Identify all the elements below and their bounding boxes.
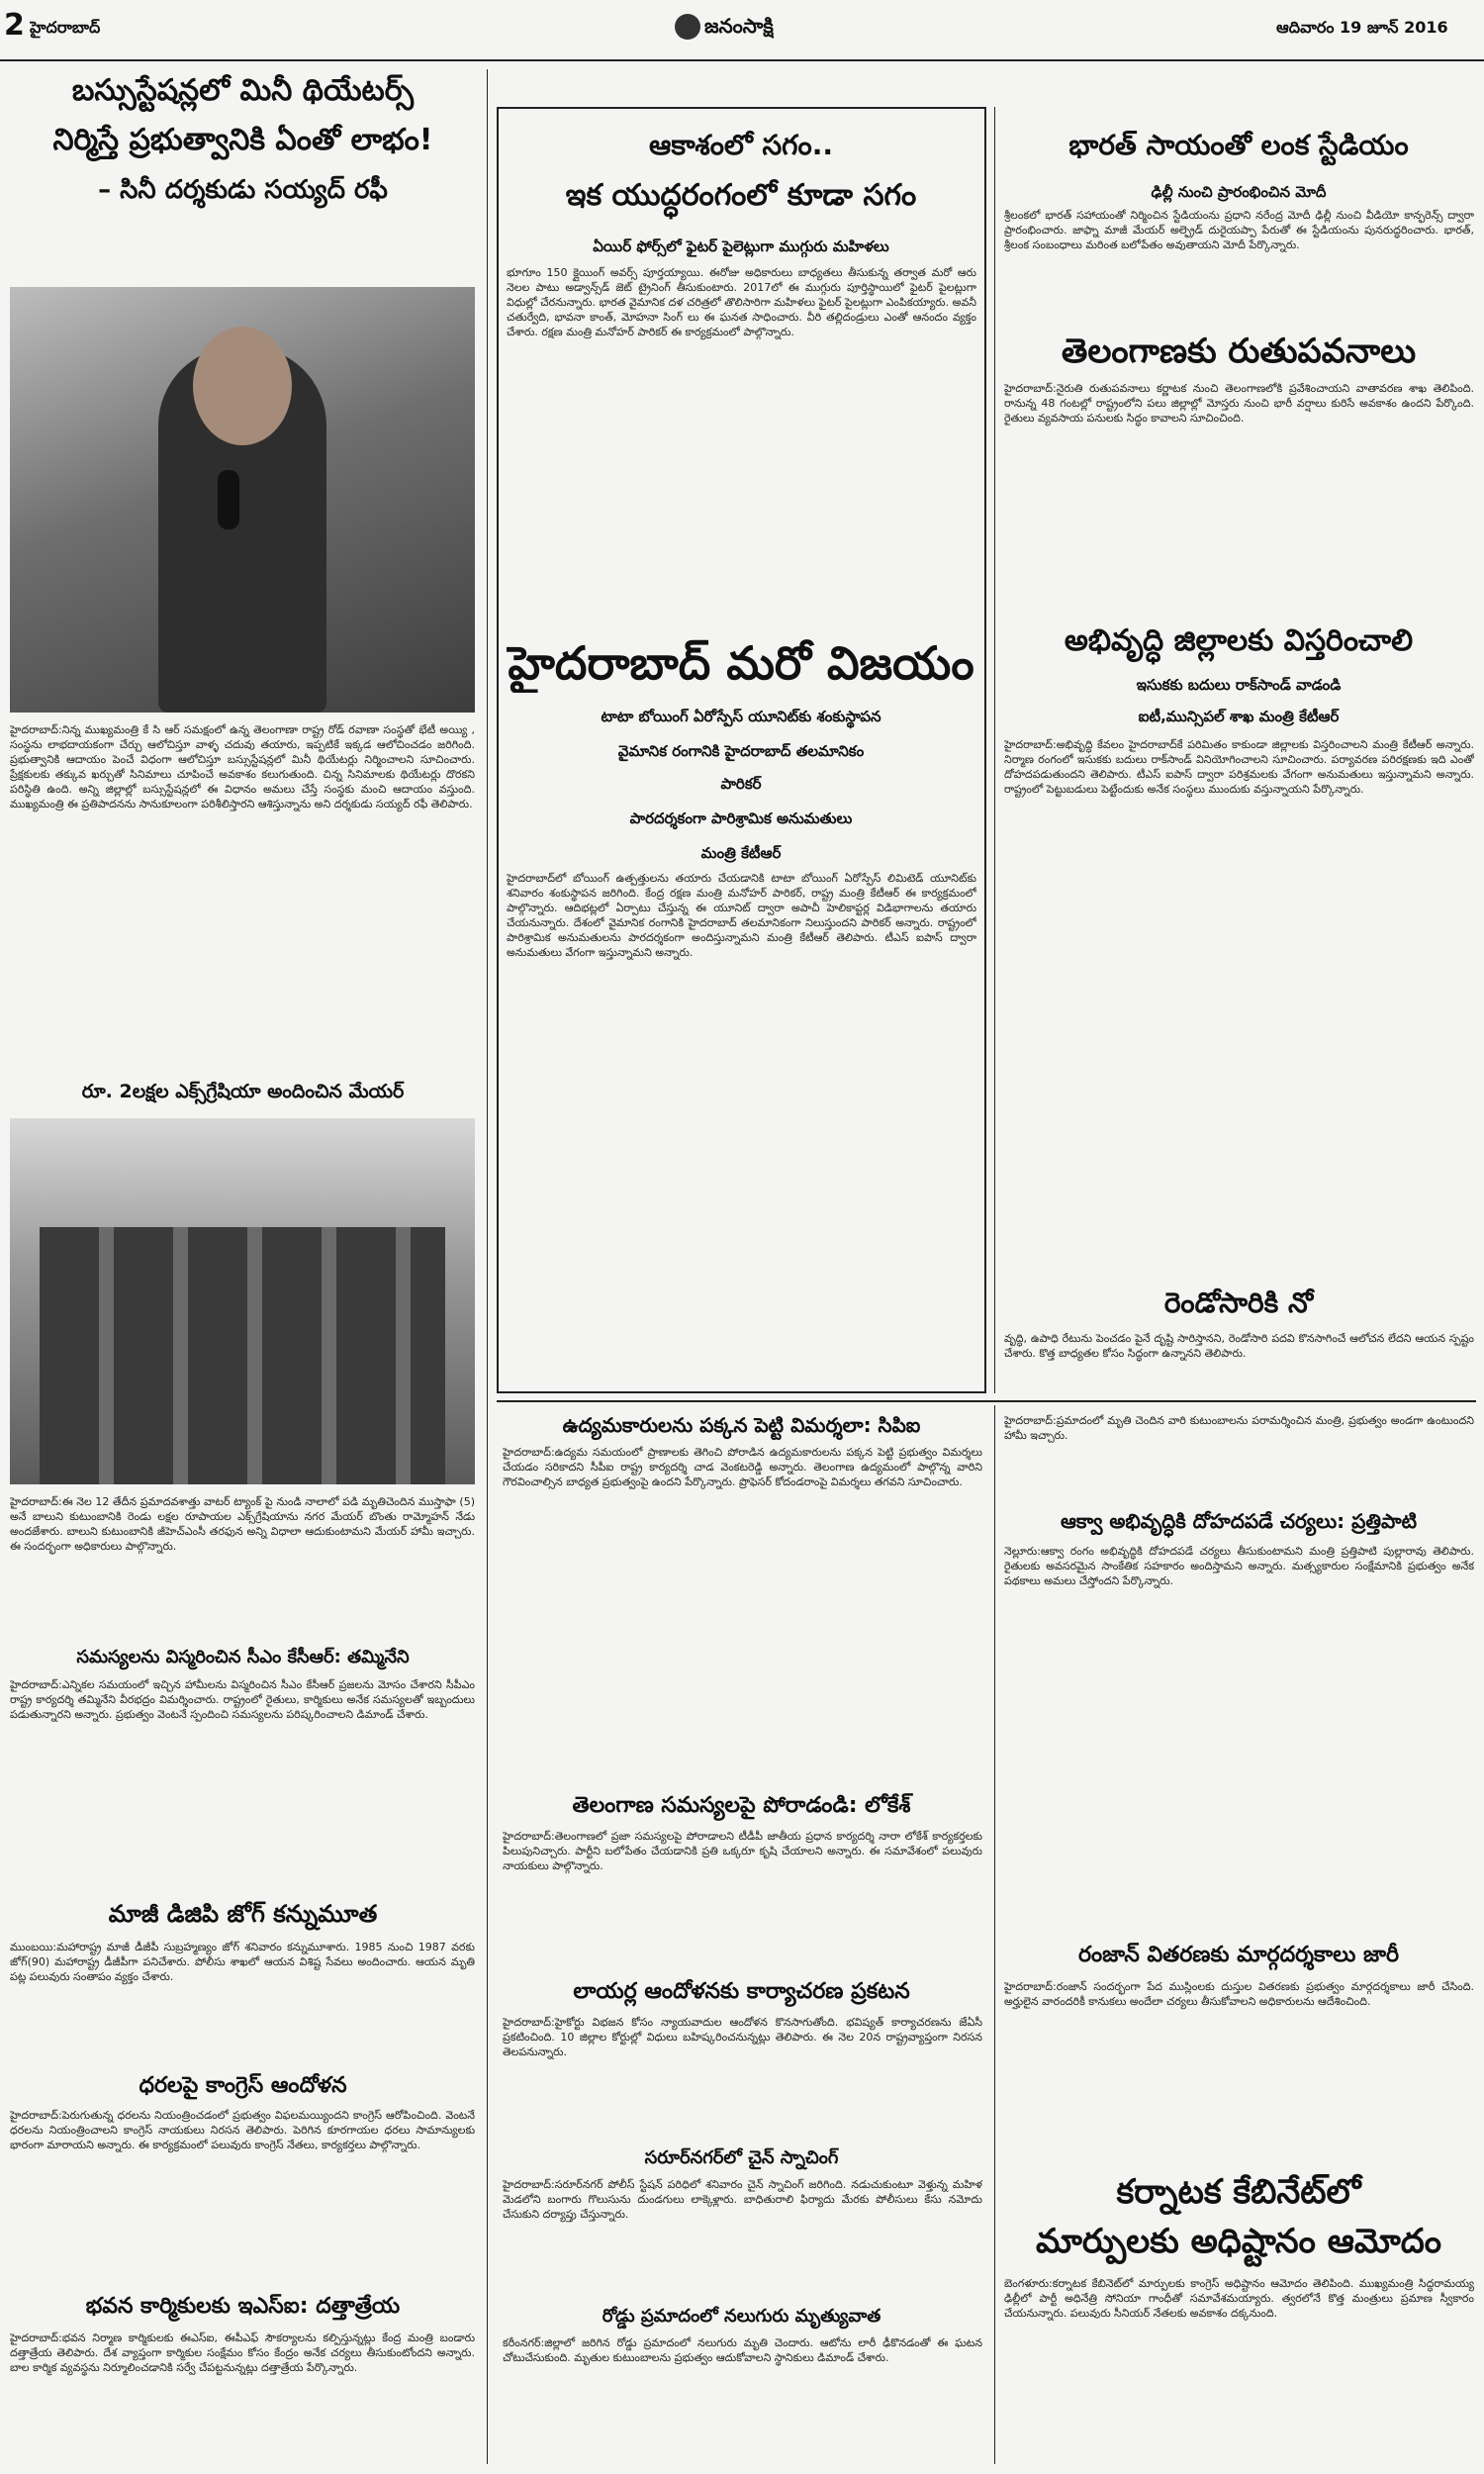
paper-name: జనంసాక్షి (704, 14, 774, 38)
center-article-1: భూగూం 150 క్లైయింగ్ అవర్స్ పూర్తయ్యాయి. ఈరోజు అధికారులు బాధ్యతలు తీసుకున్న తర్వాత మరో ఆరు నెలల పాటు అడ్వాన్స్‌డ్ జెట్ ట్రైనింగ్ తీసుకుంటారు. 2017లో ఈ ముగ్గురు పూర్తిస్థాయిలో ఫైటర్ పైలట్లుగా విధుల్లో చేరనున్నారు. భారత వైమానిక దళ చరిత్రలో తొలిసారిగా మహిళలు ఫైటర్ పైలట్లుగా ఎంపికయ్యారు. అవనీ చతుర్వేది, భావనా కాంత్, మోహనా సింగ్ లు ఈ ఘనత సాధించారు. వీరి తల్లిదండ్రులు ఎంతో ఆనందం వ్యక్తం చేశారు. రక్షణ మంత్రి మనోహర్ పారికర్ ఈ కార్యక్రమంలో పాల్గొన్నారు. (507, 266, 976, 338)
left-headline-4: రూ. 2లక్షల ఎక్స్‌గ్రేషియా అందించిన మేయర్ (81, 1081, 405, 1102)
center-article-4: హైదరాబాద్:తెలంగాణలో ప్రజా సమస్యలపై పోరాడాలని టీడీపీ జాతీయ ప్రధాన కార్యదర్శి నారా లోకేశ్ కార్యకర్తలకు పిలుపునిచ్చారు. పార్టీని బలోపేతం చేయడానికి ప్రతి ఒక్కరూ కృషి చేయాలని అన్నారు. ఈ సమావేశంలో పలువురు నాయకులు పాల్గొన్నారు. (503, 1830, 982, 1872)
right-article-1: శ్రీలంకలో భారత్ సహాయంతో నిర్మించిన స్టేడియంను ప్రధాని నరేంద్ర మోదీ ఢిల్లీ నుంచి వీడియో కాన్ఫరెన్స్ ద్వారా ప్రారంభించారు. జాఫ్నా మాజీ మేయర్ అల్ఫ్రెడ్ దురైయప్పా పేరుతో ఈ స్టేడియంను పునరుద్ధరించారు. భారత్, శ్రీలంక సంబంధాలు మరింత బలోపేతం అవుతాయని మోదీ పేర్కొన్నారు. (1004, 209, 1474, 251)
center-column-rule (994, 107, 995, 1393)
center-headline-5: లాయర్ల ఆందోళనకు కార్యాచరణ ప్రకటన (573, 1979, 910, 2004)
right-article-6: నెల్లూరు:ఆక్వా రంగం అభివృద్ధికి దోహదపడే చర్యలు తీసుకుంటామని మంత్రి ప్రత్తిపాటి పుల్లారావు తెలిపారు. రైతులకు అవసరమైన సాంకేతిక సహకారం అందిస్తామని అన్నారు. మత్స్యకారుల సంక్షేమానికి ప్రభుత్వం అనేక పథకాలు అమలు చేస్తోందని పేర్కొన్నారు. (1004, 1545, 1474, 1587)
left-column-rule (487, 69, 488, 2464)
page-number: 2 (4, 8, 25, 43)
right-sub-1: ఢిల్లీ నుంచి ప్రారంభించిన మోదీ (1151, 183, 1327, 201)
section-name: హైదరాబాద్ (30, 18, 101, 37)
right-headline-7b: మార్పులకు అధిష్టానం ఆమోదం (1036, 2222, 1441, 2261)
microphone-icon (218, 470, 239, 529)
director-photo (10, 287, 475, 713)
masthead (0, 0, 1484, 61)
right-headline-6: రంజాన్ వితరణకు మార్గదర్శకాలు జారీ (1077, 1943, 1400, 1967)
center-article-7: కరీంనగర్:జిల్లాలో జరిగిన రోడ్డు ప్రమాదంలో నలుగురు మృతి చెందారు. ఆటోను లారీ ఢీకొనడంతో ఈ ఘటన చోటుచేసుకుంది. మృతుల కుటుంబాలను ప్రభుత్వం ఆదుకోవాలని స్థానికులు డిమాండ్ చేశారు. (503, 2336, 982, 2364)
right-headline-4: రెండోసారికి నో (1163, 1286, 1314, 1319)
center-article-3: హైదరాబాద్:ఉద్యమ సమయంలో ప్రాణాలకు తెగించి పోరాడిన ఉద్యమకారులను పక్కన పెట్టి ప్రభుత్వం విమర్శలు చేయడం సరికాదని సీపీఐ రాష్ట్ర కార్యదర్శి చాడ వెంకటరెడ్డి అన్నారు. తెలంగాణ ఉద్యమంలో పాల్గొన్న వారిని గౌరవించాల్సిన బాధ్యత ప్రభుత్వంపై ఉందని పేర్కొన్నారు. ప్రొఫెసర్ కోదండరాంపై విమర్శలు తగవని సూచించారు. (503, 1446, 982, 1488)
issue-date: ఆదివారం 19 జూన్ 2016 (1276, 18, 1448, 37)
left-headline-7: ధరలపై కాంగ్రెస్ ఆందోళన (139, 2073, 347, 2098)
right-headline-3: అభివృద్ధి జిల్లాలకు విస్తరించాలి (1064, 623, 1414, 658)
right-article-3: హైదరాబాద్:అభివృద్ధి కేవలం హైదరాబాద్‌కే పరిమితం కాకుండా జిల్లాలకు విస్తరించాలని మంత్రి కేటీఆర్ అన్నారు. నిర్మాణ రంగంలో ఇసుకకు బదులు రాక్‌సాండ్ వినియోగించాలని సూచించారు. పర్యావరణ పరిరక్షణకు ఇది ఎంతో దోహదపడుతుందని తెలిపారు. టీఎస్ ఐపాస్ ద్వారా పరిశ్రమలకు వేగంగా అనుమతులు ఇస్తున్నామని అన్నారు. రాష్ట్రంలో పెట్టుబడులు పెట్టేందుకు అనేక సంస్థలు ముందుకు వస్తున్నాయని పేర్కొన్నారు. (1004, 738, 1474, 796)
left-headline-2: నిర్మిస్తే ప్రభుత్వానికి ఏంతో లాభం! (52, 123, 433, 157)
center-headline-6: సరూర్‌నగర్‌లో చైన్ స్నాచింగ్ (644, 2147, 839, 2168)
left-article-1: హైదరాబాద్:నిన్న ముఖ్యమంత్రి కే సి ఆర్ సమక్షంలో ఉన్న తెలంగాణా రాష్ట్ర రోడ్ రవాణా సంస్థతో భేటీ అయ్యి , సంస్థను లాభదాయకంగా చేర్చు ఆలోచిస్తూ వాళ్ళ చదువు తయారు, ఇప్పటికే ఇక్కడ ఆలోచించడం జరిగింది. ప్రభుత్వానికి ఆదాయం పెంచే విధంగా ఆలోచిస్తూ బస్సుస్టేషన్లలో మినీ థియేటర్లు నిర్మించాలని సూచించారు. ప్రేక్షకులకు తక్కువ ఖర్చుతో సినిమాలు చూపించే అవకాశం కలుగుతుంది. చిన్న సినిమాలకు థియేటర్లు దొరకని పరిస్థితి ఉంది. అన్ని జిల్లాల్లో బస్సుస్టేషన్లలో ఈ విధానం అమలు చేస్తే సంస్థకు మంచి ఆదాయం వస్తుంది. ముఖ్యమంత్రి ఈ ప్రతిపాదనను సానుకూలంగా పరిశీలిస్తారని ఆశిస్తున్నాను అని దర్శకుడు సయ్యద్ రఫీ తెలిపారు. (10, 723, 475, 810)
mid-horizontal-rule (497, 1400, 1476, 1402)
center-headline-2: హైదరాబాద్ మరో విజయం (508, 636, 974, 690)
mayor-photo (10, 1118, 475, 1484)
group-people (40, 1227, 445, 1484)
lower-column-rule (994, 1405, 995, 2464)
left-article-5: హైదరాబాద్:పెరుగుతున్న ధరలను నియంత్రించడంలో ప్రభుత్వం విఫలమయ్యిందని కాంగ్రెస్ ఆరోపించింది. వెంటనే ధరలను నియంత్రించాలని కాంగ్రెస్ నాయకులు నిరసన తెలిపారు. పెరిగిన కూరగాయల ధరలు సామాన్యులకు భారంగా మారాయని అన్నారు. ఈ కార్యక్రమంలో పలువురు కాంగ్రెస్ నేతలు, కార్యకర్తలు పాల్గొన్నారు. (10, 2109, 475, 2151)
center-article-2: హైదరాబాద్‌లో బోయింగ్ ఉత్పత్తులను తయారు చేయడానికి టాటా బోయింగ్ ఏరోస్పేస్ లిమిటెడ్ యూనిట్‌కు శనివారం శంకుస్థాపన జరిగింది. కేంద్ర రక్షణ మంత్రి మనోహర్ పారికర్, రాష్ట్ర మంత్రి కేటీఆర్ ఈ కార్యక్రమంలో పాల్గొన్నారు. ఆదిభట్లలో ఏర్పాటు చేస్తున్న ఈ యూనిట్ ద్వారా అపాచీ హెలికాప్టర్ల విడిభాగాలను తయారు చేయనున్నారు. దేశంలో వైమానిక రంగానికి హైదరాబాద్ తలమానికంగా నిలుస్తుందని పారికర్ అన్నారు. రాష్ట్రంలో పారిశ్రామిక అనుమతులను పారదర్శకంగా అందిస్తున్నామని మంత్రి కేటీఆర్ తెలిపారు. టీఎస్ ఐపాస్ ద్వారా అనుమతులు వేగంగా ఇస్తున్నామని అన్నారు. (507, 872, 976, 959)
center-sub-2d: పారదర్శకంగా పారిశ్రామిక అనుమతులు (629, 809, 853, 827)
masthead-rule (0, 59, 1484, 61)
right-headline-1: భారత్ సాయంతో లంక స్టేడియం (1068, 129, 1409, 161)
right-sub-3b: ఐటీ,మున్సిపల్ శాఖ మంత్రి కేటీఆర్ (1138, 708, 1340, 725)
right-article-2: హైదరాబాద్:నైరుతి రుతుపవనాలు కర్ణాటక నుంచి తెలంగాణలోకి ప్రవేశించాయని వాతావరణ శాఖ తెలిపింది. రానున్న 48 గంటల్లో రాష్ట్రంలోని పలు జిల్లాల్లో మోస్తరు నుంచి భారీ వర్షాలు కురిసే అవకాశం ఉందని పేర్కొంది. రైతులు వ్యవసాయ పనులకు సిద్ధం కావాలని సూచించింది. (1004, 382, 1474, 425)
right-article-5: హైదరాబాద్:ప్రమాదంలో మృతి చెందిన వారి కుటుంబాలను పరామర్శించిన మంత్రి, ప్రభుత్వం అండగా ఉంటుందని హామీ ఇచ్చారు. (1004, 1414, 1474, 1442)
right-headline-2: తెలంగాణకు రుతుపవనాలు (1061, 332, 1417, 371)
left-headline-8: భవన కార్మికులకు ఇఎస్ఐ: దత్తాత్రేయ (85, 2294, 401, 2319)
person-head (193, 327, 292, 445)
center-sub-2e: మంత్రి కేటీఆర్ (700, 844, 782, 862)
left-headline-3: – సినీ దర్శకుడు సయ్యద్ రఫీ (98, 175, 388, 205)
center-sub-2a: టాటా బోయింగ్ ఏరోస్పేస్ యూనిట్‌కు శంకుస్థాపన (601, 708, 881, 725)
right-article-8: బెంగళూరు:కర్నాటక కేబినెట్‌లో మార్పులకు కాంగ్రెస్ అధిష్టానం ఆమోదం తెలిపింది. ముఖ్యమంత్రి సిద్ధరామయ్య ఢిల్లీలో పార్టీ అధినేత్రి సోనియా గాంధీతో సమావేశమయ్యారు. త్వరలోనే కొత్త మంత్రులు ప్రమాణ స్వీకారం చేయనున్నారు. పలువురు సీనియర్ నేతలకు అవకాశం దక్కనుంది. (1004, 2277, 1474, 2320)
left-article-6: హైదరాబాద్:భవన నిర్మాణ కార్మికులకు ఈఎస్ఐ, ఈపీఎఫ్ సౌకర్యాలను కల్పిస్తున్నట్లు కేంద్ర మంత్రి బండారు దత్తాత్రేయ తెలిపారు. దేశ వ్యాప్తంగా కార్మికుల సంక్షేమం కోసం కేంద్రం అనేక చర్యలు తీసుకుంటోందని అన్నారు. బాల కార్మిక వ్యవస్థను నిర్మూలించడానికి సర్వే చేపట్టనున్నట్లు దత్తాత్రేయ పేర్కొన్నారు. (10, 2331, 475, 2374)
right-headline-7a: కర్నాటక కేబినేట్‌లో (1116, 2172, 1361, 2212)
center-headline-3: ఉద్యమకారులను పక్కన పెట్టి విమర్శలా: సిపిఐ (562, 1413, 921, 1437)
center-headline-1b: ఇక యుద్ధరంగంలో కూడా సగం (565, 178, 917, 213)
center-headline-7: రోడ్డు ప్రమాదంలో నలుగురు మృత్యువాత (602, 2306, 881, 2327)
left-headline-5: సమస్యలను విస్మరించిన సీఎం కేసీఆర్: తమ్మినేని (76, 1647, 410, 1667)
left-article-2: హైదరాబాద్:ఈ నెల 12 తేదీన ప్రమాదవశాత్తు వాటర్ ట్యాంక్ పై నుండి నాలాలో పడి మృతిచెందిన ముస్తాఫా (5) అనే బాలుని కుటుంబానికి రెండు లక్షల రూపాయల ఎక్స్‌గ్రేషియాను నగర మేయర్ బొంతు రామ్మోహన్ నేడు అందజేశారు. బాలుని కుటుంబానికి జీహెచ్ఎంసీ తరఫున అన్ని విధాలా ఆదుకుంటామని మేయర్ హామీ ఇచ్చారు. ఈ సందర్భంగా అధికారులు పాల్గొన్నారు. (10, 1495, 475, 1553)
right-article-7: హైదరాబాద్:రంజాన్ సందర్భంగా పేద ముస్లింలకు దుస్తుల వితరణకు ప్రభుత్వం మార్గదర్శకాలు జారీ చేసింది. అర్హులైన వారందరికీ కానుకలు అందేలా చర్యలు తీసుకోవాలని అధికారులను ఆదేశించింది. (1004, 1980, 1474, 2008)
right-sub-3a: ఇసుకకు బదులు రాక్‌సాండ్ వాడండి (1136, 676, 1342, 694)
center-sub-1: ఏయిర్ ఫోర్స్‌లో ఫైటర్ పైలెట్లుగా ముగ్గురు మహిళలు (593, 238, 889, 255)
center-sub-2b: వైమానిక రంగానికి హైదరాబాద్ తలమానికం (617, 742, 865, 760)
center-headline-1a: ఆకాశంలో సగం.. (649, 129, 833, 161)
left-article-4: ముంబయి:మహారాష్ట్ర మాజీ డీజీపీ సుబ్రహ్మణ్యం జోగ్ శనివారం కన్నుమూశారు. 1985 నుంచి 1987 వరకు జోగ్(90) మహారాష్ట్ర డీజీపీగా పనిచేశారు. పోలీసు శాఖలో ఆయన విశిష్ట సేవలు అందించారు. ఆయన మృతి పట్ల పలువురు సంతాపం వ్యక్తం చేశారు. (10, 1941, 475, 1983)
center-article-5: హైదరాబాద్:హైకోర్టు విభజన కోసం న్యాయవాదుల ఆందోళన కొనసాగుతోంది. భవిష్యత్ కార్యాచరణను జేఏసీ ప్రకటించింది. 10 జిల్లాల కోర్టుల్లో విధులు బహిష్కరించనున్నట్లు తెలిపారు. ఈ నెల 20న రాష్ట్రవ్యాప్తంగా నిరసన తెలపనున్నారు. (503, 2016, 982, 2058)
logo-icon (675, 14, 700, 40)
center-sub-2c: పారికర్ (720, 775, 762, 793)
center-article-6: హైదరాబాద్:సరూర్‌నగర్ పోలీస్ స్టేషన్ పరిధిలో శనివారం చైన్ స్నాచింగ్ జరిగింది. నడుచుకుంటూ వెళ్తున్న మహిళ మెడలోని బంగారు గొలుసును దుండగులు లాక్కెళ్లారు. బాధితురాలి ఫిర్యాదు మేరకు పోలీసులు కేసు నమోదు చేసుకుని దర్యాప్తు చేస్తున్నారు. (503, 2178, 982, 2221)
left-article-3: హైదరాబాద్:ఎన్నికల సమయంలో ఇచ్చిన హామీలను విస్మరించిన సీఎం కేసీఆర్ ప్రజలను మోసం చేశారని సీపీఎం రాష్ట్ర కార్యదర్శి తమ్మినేని వీరభద్రం విమర్శించారు. రాష్ట్రంలో రైతులు, కార్మికులు అనేక సమస్యలతో ఇబ్బందులు పడుతున్నారని అన్నారు. ప్రభుత్వం వెంటనే స్పందించి సమస్యలను పరిష్కరించాలని డిమాండ్ చేశారు. (10, 1678, 475, 1721)
right-article-4: వృద్ధి, ఉపాధి రేటును పెంచడం పైనే దృష్టి సారిస్తానని, రెండోసారి పదవి కొనసాగించే ఆలోచన లేదని ఆయన స్పష్టం చేశారు. కొత్త బాధ్యతల కోసం సిద్ధంగా ఉన్నానని తెలిపారు. (1004, 1332, 1474, 1360)
left-headline-1: బస్సుస్టేషన్లలో మినీ థియేటర్స్ (71, 73, 415, 108)
left-headline-6: మాజీ డిజిపి జోగ్ కన్నుమూత (108, 1900, 378, 1928)
center-headline-4: తెలంగాణ సమస్యలపై పోరాడండి: లోకేశ్ (572, 1793, 911, 1818)
right-headline-5: ఆక్వా అభివృద్ధికి దోహదపడే చర్యలు: ప్రత్తిపాటి (1060, 1509, 1418, 1533)
